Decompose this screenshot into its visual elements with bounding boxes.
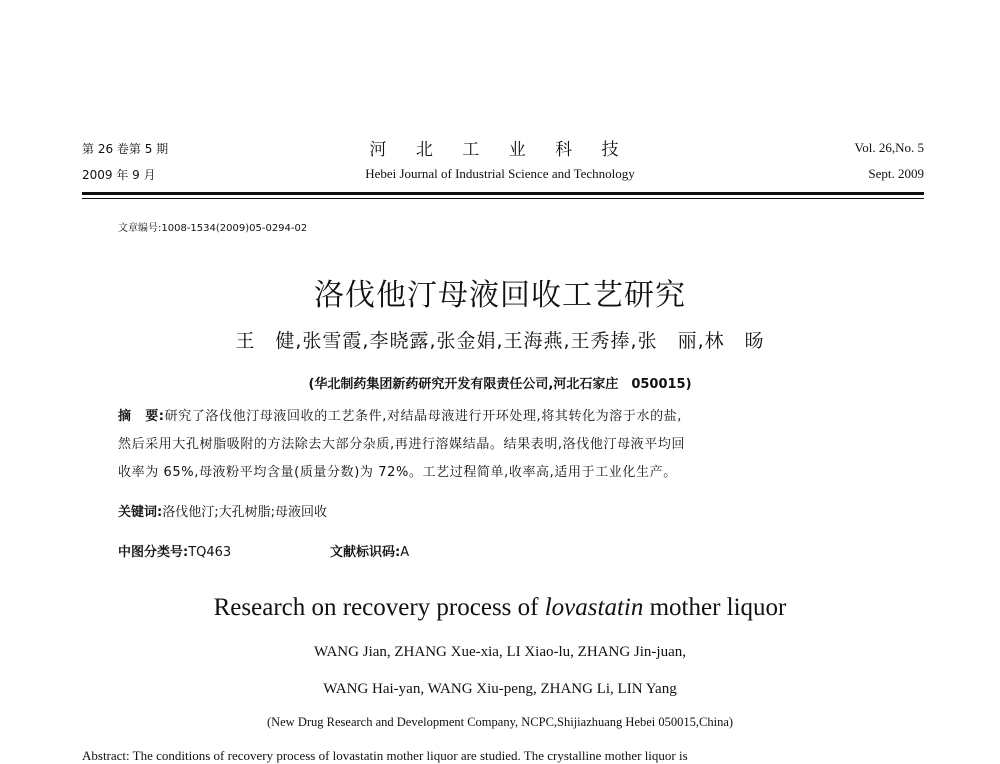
clc-label: 中图分类号: [118, 545, 189, 560]
article-number: 文章编号:1008-1534(2009)05-0294-02 [118, 223, 308, 234]
authors-cn: 王 健,张雪霞,李晓露,张金娟,王海燕,王秀捧,张 丽,林 旸 [235, 330, 765, 352]
title-en-italic: lovastatin [544, 594, 644, 621]
abstract-en-partial: Abstract: The conditions of recovery process of lovastatin mother liquor are studied. The crystalline mother liquor is [82, 748, 688, 763]
keywords-cn-value: 洛伐他汀;大孔树脂;母液回收 [162, 505, 327, 520]
abstract-cn-line-3: 收率为 65%,母液粉平均含量(质量分数)为 72%。工艺过程简单,收率高,适用于工业化生产。 [118, 465, 677, 480]
document-code-cn [330, 541, 409, 560]
date-en: Sept. 2009 [868, 166, 924, 181]
authors-en-line-1: WANG Jian, ZHANG Xue-xia, LI Xiao-lu, ZHANG Jin-juan, [313, 644, 686, 660]
issue-en: Vol. 26,No. 5 [854, 140, 924, 155]
keywords-cn-label: 关键词: [118, 505, 163, 520]
issue-cn: 第 26 卷第 5 期 [82, 142, 169, 156]
clc-number-cn [118, 541, 231, 560]
abstract-cn [118, 403, 908, 487]
abstract-cn-text-1: 研究了洛伐他汀母液回收的工艺条件,对结晶母液进行开环处理,将其转化为溶于水的盐, [164, 409, 683, 424]
document-code-value: A [400, 545, 410, 560]
affiliation-en: (New Drug Research and Development Company, NCPC,Shijiazhuang Hebei 050015,China) [266, 715, 734, 729]
document-code-label: 文献标识码: [330, 545, 401, 560]
date-cn: 2009 年 9 月 [82, 168, 156, 182]
journal-title-cn: 河 北 工 业 科 技 [369, 140, 631, 160]
title-en [0, 594, 1000, 622]
abstract-cn-line-2: 然后采用大孔树脂吸附的方法除去大部分杂质,再进行溶媒结晶。结果表明,洛伐他汀母液平均回 [118, 437, 686, 452]
keywords-cn [118, 501, 327, 520]
abstract-cn-line-1 [118, 403, 908, 431]
header-rule-thin [82, 198, 924, 199]
title-en-part-2: mother liquor [643, 594, 787, 621]
header-rule-thick [82, 192, 924, 195]
title-cn: 洛伐他汀母液回收工艺研究 [314, 278, 686, 313]
clc-value: TQ463 [188, 545, 232, 560]
title-en-part-1: Research on recovery process of [213, 594, 545, 621]
affiliation-cn: (华北制药集团新药研究开发有限责任公司,河北石家庄 050015) [308, 377, 692, 392]
journal-title-en: Hebei Journal of Industrial Science and Technology [365, 166, 635, 181]
authors-en-line-2: WANG Hai-yan, WANG Xiu-peng, ZHANG Li, LIN Yang [323, 681, 677, 697]
abstract-cn-label: 摘 要: [118, 409, 165, 424]
